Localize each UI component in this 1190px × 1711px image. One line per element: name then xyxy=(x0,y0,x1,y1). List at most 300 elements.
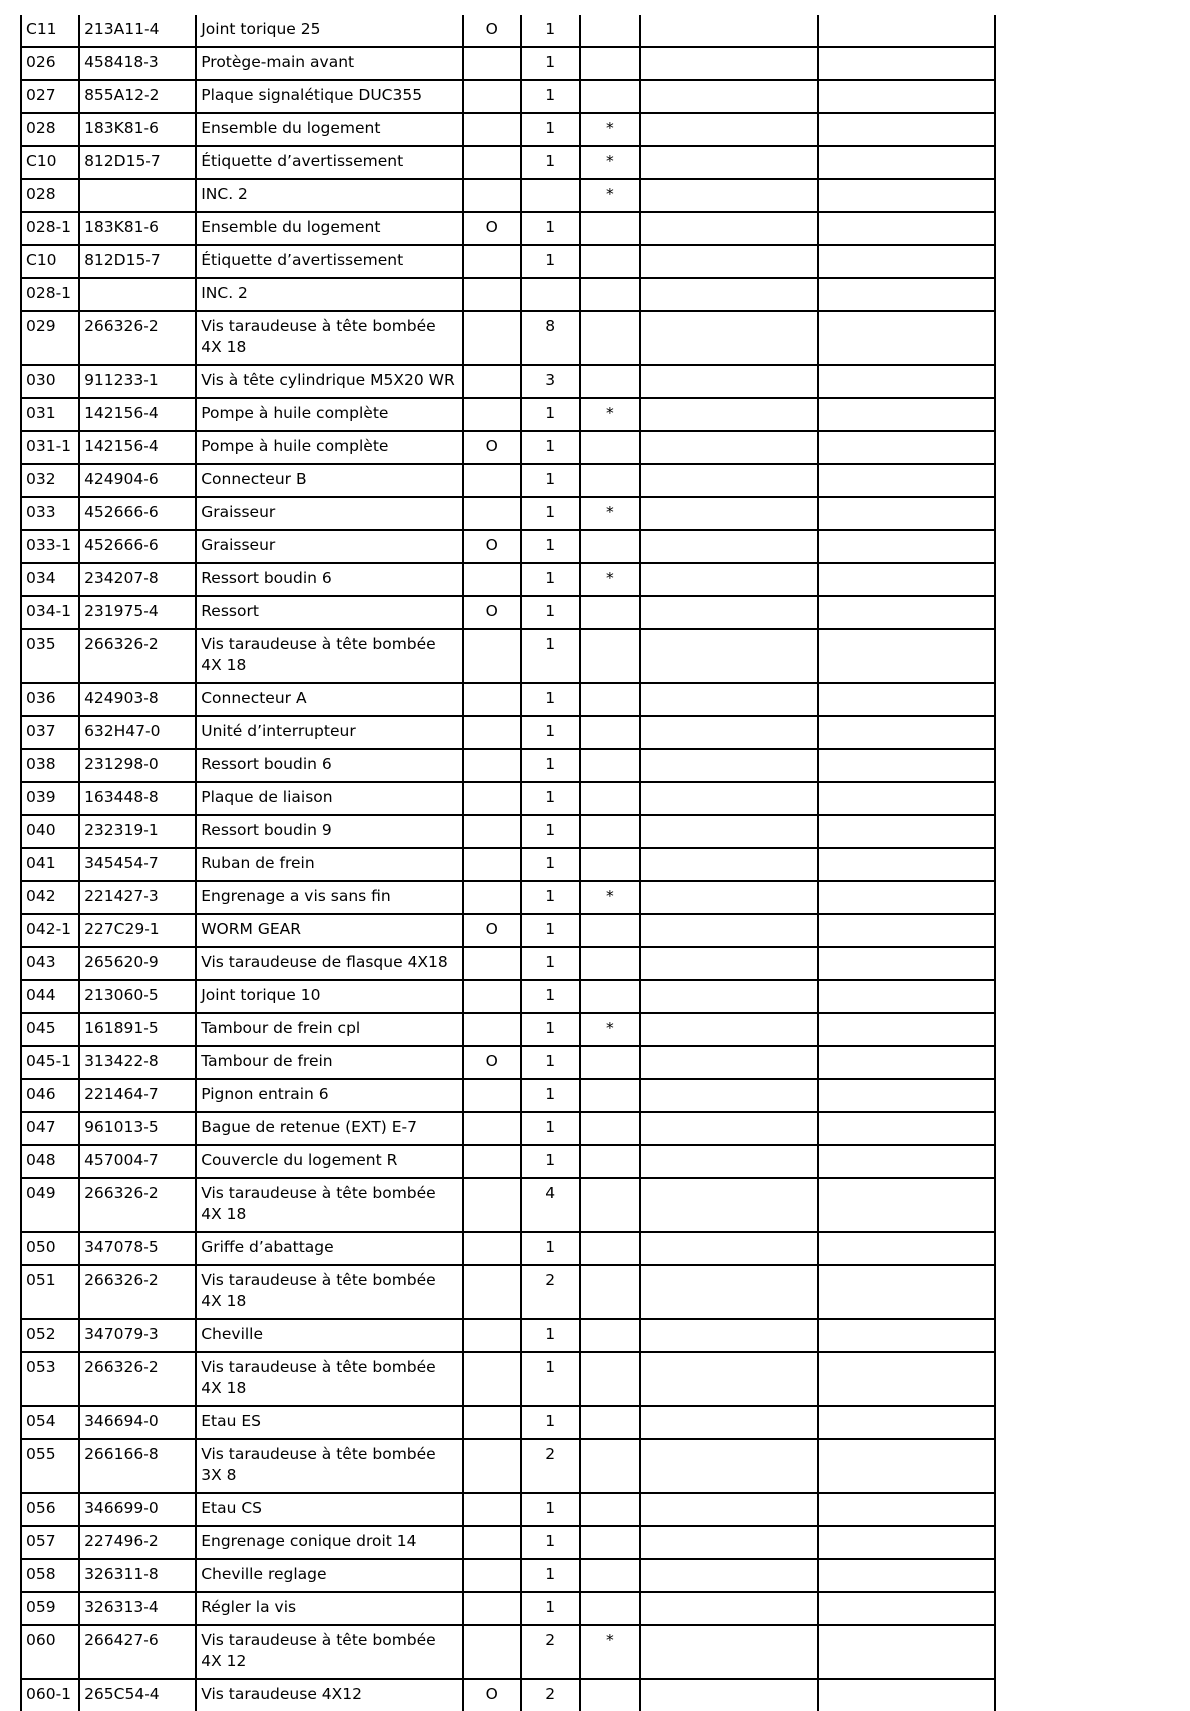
part-number-cell: 142156-4 xyxy=(79,431,196,464)
quantity-cell: 1 xyxy=(521,947,580,980)
extra-cell-2 xyxy=(818,683,995,716)
description-cell: Vis taraudeuse à tête bombée 4X 18 xyxy=(196,311,463,365)
note-marker-cell xyxy=(580,530,640,563)
extra-cell-2 xyxy=(818,146,995,179)
description-cell: Ruban de frein xyxy=(196,848,463,881)
item-number-cell: 050 xyxy=(21,1232,79,1265)
extra-cell-2 xyxy=(818,629,995,683)
table-row xyxy=(21,947,995,980)
quantity-cell: 1 xyxy=(521,245,580,278)
option-flag-cell xyxy=(463,749,521,782)
part-number-cell: 345454-7 xyxy=(79,848,196,881)
quantity-cell: 1 xyxy=(521,497,580,530)
item-number-cell: 028 xyxy=(21,179,79,212)
item-number-cell: 034 xyxy=(21,563,79,596)
item-number-cell: 042-1 xyxy=(21,914,79,947)
description-cell: Vis taraudeuse à tête bombée 4X 18 xyxy=(196,629,463,683)
quantity-cell: 8 xyxy=(521,311,580,365)
quantity-cell: 1 xyxy=(521,1145,580,1178)
note-marker-cell xyxy=(580,1592,640,1625)
item-number-cell: 048 xyxy=(21,1145,79,1178)
extra-cell-1 xyxy=(640,716,817,749)
item-number-cell: 045-1 xyxy=(21,1046,79,1079)
extra-cell-1 xyxy=(640,1625,817,1679)
part-number-cell: 221427-3 xyxy=(79,881,196,914)
part-number-cell: 266326-2 xyxy=(79,1178,196,1232)
quantity-cell: 4 xyxy=(521,1178,580,1232)
part-number-cell: 347078-5 xyxy=(79,1232,196,1265)
table-row xyxy=(21,365,995,398)
part-number-cell: 161891-5 xyxy=(79,1013,196,1046)
note-marker-cell xyxy=(580,749,640,782)
item-number-cell: 028 xyxy=(21,113,79,146)
quantity-cell: 1 xyxy=(521,1319,580,1352)
option-flag-cell: O xyxy=(463,530,521,563)
extra-cell-1 xyxy=(640,1406,817,1439)
table-row xyxy=(21,1265,995,1319)
quantity-cell: 1 xyxy=(521,749,580,782)
table-row xyxy=(21,1679,995,1711)
item-number-cell: 037 xyxy=(21,716,79,749)
quantity-cell: 1 xyxy=(521,1352,580,1406)
description-cell: Pompe à huile complète xyxy=(196,431,463,464)
option-flag-cell xyxy=(463,1319,521,1352)
option-flag-cell xyxy=(463,815,521,848)
note-marker-cell xyxy=(580,914,640,947)
description-cell: Connecteur A xyxy=(196,683,463,716)
table-row xyxy=(21,563,995,596)
table-row xyxy=(21,497,995,530)
option-flag-cell xyxy=(463,245,521,278)
extra-cell-2 xyxy=(818,848,995,881)
extra-cell-1 xyxy=(640,146,817,179)
note-marker-cell xyxy=(580,815,640,848)
note-marker-cell xyxy=(580,47,640,80)
table-row xyxy=(21,146,995,179)
note-marker-cell: * xyxy=(580,179,640,212)
option-flag-cell xyxy=(463,398,521,431)
note-marker-cell: * xyxy=(580,1625,640,1679)
option-flag-cell xyxy=(463,113,521,146)
option-flag-cell: O xyxy=(463,596,521,629)
part-number-cell: 266166-8 xyxy=(79,1439,196,1493)
extra-cell-2 xyxy=(818,1013,995,1046)
note-marker-cell xyxy=(580,278,640,311)
extra-cell-2 xyxy=(818,245,995,278)
option-flag-cell xyxy=(463,1079,521,1112)
item-number-cell: 040 xyxy=(21,815,79,848)
quantity-cell: 1 xyxy=(521,881,580,914)
note-marker-cell xyxy=(580,1178,640,1232)
note-marker-cell xyxy=(580,1439,640,1493)
description-cell: Cheville reglage xyxy=(196,1559,463,1592)
item-number-cell: 060 xyxy=(21,1625,79,1679)
extra-cell-1 xyxy=(640,1178,817,1232)
part-number-cell: 266326-2 xyxy=(79,1265,196,1319)
extra-cell-2 xyxy=(818,179,995,212)
table-row xyxy=(21,245,995,278)
extra-cell-1 xyxy=(640,1679,817,1711)
item-number-cell: 042 xyxy=(21,881,79,914)
option-flag-cell xyxy=(463,1625,521,1679)
description-cell: Bague de retenue (EXT) E-7 xyxy=(196,1112,463,1145)
description-cell: Plaque signalétique DUC355 xyxy=(196,80,463,113)
extra-cell-1 xyxy=(640,1145,817,1178)
quantity-cell: 1 xyxy=(521,530,580,563)
description-cell: Vis taraudeuse à tête bombée 4X 12 xyxy=(196,1625,463,1679)
part-number-cell: 265C54-4 xyxy=(79,1679,196,1711)
item-number-cell: C10 xyxy=(21,245,79,278)
part-number-cell: 231975-4 xyxy=(79,596,196,629)
part-number-cell: 221464-7 xyxy=(79,1079,196,1112)
note-marker-cell xyxy=(580,716,640,749)
option-flag-cell: O xyxy=(463,431,521,464)
table-row xyxy=(21,80,995,113)
table-row xyxy=(21,848,995,881)
description-cell: INC. 2 xyxy=(196,278,463,311)
extra-cell-1 xyxy=(640,1592,817,1625)
option-flag-cell xyxy=(463,848,521,881)
quantity-cell: 1 xyxy=(521,683,580,716)
option-flag-cell xyxy=(463,146,521,179)
extra-cell-1 xyxy=(640,1439,817,1493)
note-marker-cell xyxy=(580,1079,640,1112)
option-flag-cell xyxy=(463,1013,521,1046)
description-cell: Vis à tête cylindrique M5X20 WR xyxy=(196,365,463,398)
extra-cell-1 xyxy=(640,1112,817,1145)
quantity-cell: 1 xyxy=(521,596,580,629)
table-row xyxy=(21,1559,995,1592)
extra-cell-2 xyxy=(818,749,995,782)
part-number-cell: 457004-7 xyxy=(79,1145,196,1178)
description-cell: Ressort boudin 6 xyxy=(196,749,463,782)
extra-cell-2 xyxy=(818,15,995,47)
quantity-cell: 1 xyxy=(521,1046,580,1079)
table-row xyxy=(21,47,995,80)
quantity-cell: 1 xyxy=(521,1406,580,1439)
quantity-cell: 1 xyxy=(521,782,580,815)
note-marker-cell xyxy=(580,1493,640,1526)
quantity-cell: 1 xyxy=(521,563,580,596)
item-number-cell: 055 xyxy=(21,1439,79,1493)
item-number-cell: 045 xyxy=(21,1013,79,1046)
item-number-cell: 043 xyxy=(21,947,79,980)
extra-cell-1 xyxy=(640,980,817,1013)
part-number-cell: 458418-3 xyxy=(79,47,196,80)
quantity-cell xyxy=(521,278,580,311)
extra-cell-2 xyxy=(818,431,995,464)
item-number-cell: 059 xyxy=(21,1592,79,1625)
description-cell: Pompe à huile complète xyxy=(196,398,463,431)
extra-cell-2 xyxy=(818,365,995,398)
extra-cell-1 xyxy=(640,596,817,629)
item-number-cell: 028-1 xyxy=(21,278,79,311)
table-row xyxy=(21,1046,995,1079)
extra-cell-2 xyxy=(818,398,995,431)
extra-cell-1 xyxy=(640,1352,817,1406)
description-cell: Griffe d’abattage xyxy=(196,1232,463,1265)
table-row xyxy=(21,1145,995,1178)
extra-cell-2 xyxy=(818,596,995,629)
table-row xyxy=(21,1526,995,1559)
option-flag-cell xyxy=(463,311,521,365)
note-marker-cell xyxy=(580,782,640,815)
extra-cell-2 xyxy=(818,464,995,497)
note-marker-cell xyxy=(580,1112,640,1145)
quantity-cell: 1 xyxy=(521,848,580,881)
item-number-cell: 034-1 xyxy=(21,596,79,629)
extra-cell-1 xyxy=(640,1559,817,1592)
note-marker-cell xyxy=(580,245,640,278)
option-flag-cell xyxy=(463,1145,521,1178)
item-number-cell: 044 xyxy=(21,980,79,1013)
note-marker-cell xyxy=(580,629,640,683)
item-number-cell: 038 xyxy=(21,749,79,782)
option-flag-cell xyxy=(463,179,521,212)
note-marker-cell xyxy=(580,365,640,398)
quantity-cell: 1 xyxy=(521,431,580,464)
description-cell: Vis taraudeuse 4X12 xyxy=(196,1679,463,1711)
description-cell: Engrenage a vis sans fin xyxy=(196,881,463,914)
table-row xyxy=(21,1232,995,1265)
option-flag-cell xyxy=(463,947,521,980)
option-flag-cell xyxy=(463,1352,521,1406)
extra-cell-1 xyxy=(640,563,817,596)
extra-cell-2 xyxy=(818,1319,995,1352)
extra-cell-1 xyxy=(640,1232,817,1265)
quantity-cell: 2 xyxy=(521,1439,580,1493)
description-cell: Protège-main avant xyxy=(196,47,463,80)
part-number-cell: 183K81-6 xyxy=(79,212,196,245)
option-flag-cell xyxy=(463,1559,521,1592)
extra-cell-1 xyxy=(640,1079,817,1112)
note-marker-cell xyxy=(580,683,640,716)
description-cell: Etau CS xyxy=(196,1493,463,1526)
quantity-cell: 1 xyxy=(521,1592,580,1625)
parts-list-table xyxy=(20,15,996,1711)
extra-cell-1 xyxy=(640,914,817,947)
parts-list-body xyxy=(21,15,995,1711)
description-cell: Tambour de frein cpl xyxy=(196,1013,463,1046)
note-marker-cell xyxy=(580,431,640,464)
table-row xyxy=(21,1625,995,1679)
item-number-cell: 046 xyxy=(21,1079,79,1112)
description-cell: Etau ES xyxy=(196,1406,463,1439)
extra-cell-1 xyxy=(640,245,817,278)
table-row xyxy=(21,464,995,497)
table-row xyxy=(21,815,995,848)
description-cell: Ensemble du logement xyxy=(196,113,463,146)
table-row xyxy=(21,311,995,365)
table-row xyxy=(21,1406,995,1439)
description-cell: Plaque de liaison xyxy=(196,782,463,815)
option-flag-cell xyxy=(463,365,521,398)
option-flag-cell xyxy=(463,278,521,311)
option-flag-cell xyxy=(463,1406,521,1439)
part-number-cell: 227C29-1 xyxy=(79,914,196,947)
part-number-cell: 234207-8 xyxy=(79,563,196,596)
extra-cell-2 xyxy=(818,1559,995,1592)
extra-cell-2 xyxy=(818,1145,995,1178)
extra-cell-2 xyxy=(818,113,995,146)
extra-cell-1 xyxy=(640,815,817,848)
extra-cell-2 xyxy=(818,311,995,365)
description-cell: Ressort boudin 6 xyxy=(196,563,463,596)
part-number-cell: 346694-0 xyxy=(79,1406,196,1439)
quantity-cell: 1 xyxy=(521,1013,580,1046)
note-marker-cell xyxy=(580,980,640,1013)
part-number-cell: 911233-1 xyxy=(79,365,196,398)
option-flag-cell xyxy=(463,1526,521,1559)
quantity-cell: 1 xyxy=(521,113,580,146)
extra-cell-2 xyxy=(818,1679,995,1711)
item-number-cell: 031 xyxy=(21,398,79,431)
note-marker-cell xyxy=(580,1526,640,1559)
table-row xyxy=(21,1178,995,1232)
quantity-cell: 1 xyxy=(521,398,580,431)
note-marker-cell xyxy=(580,848,640,881)
extra-cell-1 xyxy=(640,15,817,47)
part-number-cell: 812D15-7 xyxy=(79,146,196,179)
extra-cell-1 xyxy=(640,530,817,563)
note-marker-cell xyxy=(580,80,640,113)
item-number-cell: 047 xyxy=(21,1112,79,1145)
extra-cell-2 xyxy=(818,716,995,749)
description-cell: Ressort boudin 9 xyxy=(196,815,463,848)
table-row xyxy=(21,179,995,212)
part-number-cell: 347079-3 xyxy=(79,1319,196,1352)
part-number-cell xyxy=(79,278,196,311)
extra-cell-1 xyxy=(640,683,817,716)
table-row xyxy=(21,980,995,1013)
extra-cell-2 xyxy=(818,815,995,848)
note-marker-cell xyxy=(580,1679,640,1711)
note-marker-cell: * xyxy=(580,881,640,914)
quantity-cell: 2 xyxy=(521,1679,580,1711)
part-number-cell: 326311-8 xyxy=(79,1559,196,1592)
note-marker-cell xyxy=(580,1232,640,1265)
quantity-cell: 1 xyxy=(521,212,580,245)
table-row xyxy=(21,782,995,815)
quantity-cell: 1 xyxy=(521,1079,580,1112)
extra-cell-1 xyxy=(640,311,817,365)
option-flag-cell xyxy=(463,881,521,914)
item-number-cell: 036 xyxy=(21,683,79,716)
table-row xyxy=(21,530,995,563)
part-number-cell: 266326-2 xyxy=(79,1352,196,1406)
extra-cell-2 xyxy=(818,1352,995,1406)
item-number-cell: 031-1 xyxy=(21,431,79,464)
note-marker-cell: * xyxy=(580,113,640,146)
option-flag-cell xyxy=(463,1592,521,1625)
extra-cell-2 xyxy=(818,212,995,245)
description-cell: Engrenage conique droit 14 xyxy=(196,1526,463,1559)
extra-cell-1 xyxy=(640,113,817,146)
part-number-cell: 326313-4 xyxy=(79,1592,196,1625)
description-cell: Tambour de frein xyxy=(196,1046,463,1079)
part-number-cell: 231298-0 xyxy=(79,749,196,782)
extra-cell-2 xyxy=(818,881,995,914)
part-number-cell: 183K81-6 xyxy=(79,113,196,146)
part-number-cell: 313422-8 xyxy=(79,1046,196,1079)
extra-cell-1 xyxy=(640,80,817,113)
item-number-cell: 033-1 xyxy=(21,530,79,563)
table-row xyxy=(21,398,995,431)
quantity-cell: 1 xyxy=(521,815,580,848)
extra-cell-1 xyxy=(640,1526,817,1559)
extra-cell-1 xyxy=(640,782,817,815)
note-marker-cell xyxy=(580,1046,640,1079)
part-number-cell: 265620-9 xyxy=(79,947,196,980)
item-number-cell: 035 xyxy=(21,629,79,683)
extra-cell-1 xyxy=(640,497,817,530)
description-cell: Cheville xyxy=(196,1319,463,1352)
description-cell: Joint torique 25 xyxy=(196,15,463,47)
option-flag-cell xyxy=(463,1265,521,1319)
note-marker-cell xyxy=(580,1145,640,1178)
option-flag-cell: O xyxy=(463,1679,521,1711)
part-number-cell: 424904-6 xyxy=(79,464,196,497)
table-row xyxy=(21,749,995,782)
option-flag-cell xyxy=(463,563,521,596)
table-row xyxy=(21,1493,995,1526)
part-number-cell: 266326-2 xyxy=(79,629,196,683)
option-flag-cell xyxy=(463,1112,521,1145)
extra-cell-1 xyxy=(640,848,817,881)
extra-cell-2 xyxy=(818,1079,995,1112)
extra-cell-1 xyxy=(640,464,817,497)
note-marker-cell xyxy=(580,212,640,245)
note-marker-cell xyxy=(580,1265,640,1319)
item-number-cell: 033 xyxy=(21,497,79,530)
extra-cell-2 xyxy=(818,47,995,80)
option-flag-cell: O xyxy=(463,15,521,47)
description-cell: Connecteur B xyxy=(196,464,463,497)
extra-cell-2 xyxy=(818,782,995,815)
description-cell: Ressort xyxy=(196,596,463,629)
quantity-cell: 1 xyxy=(521,980,580,1013)
note-marker-cell: * xyxy=(580,1013,640,1046)
table-row xyxy=(21,113,995,146)
part-number-cell: 855A12-2 xyxy=(79,80,196,113)
extra-cell-2 xyxy=(818,1265,995,1319)
quantity-cell: 1 xyxy=(521,464,580,497)
table-row xyxy=(21,683,995,716)
description-cell: Vis taraudeuse à tête bombée 4X 18 xyxy=(196,1178,463,1232)
extra-cell-1 xyxy=(640,431,817,464)
part-number-cell: 452666-6 xyxy=(79,497,196,530)
extra-cell-2 xyxy=(818,1406,995,1439)
quantity-cell: 2 xyxy=(521,1265,580,1319)
extra-cell-1 xyxy=(640,47,817,80)
extra-cell-2 xyxy=(818,1592,995,1625)
part-number-cell xyxy=(79,179,196,212)
part-number-cell: 232319-1 xyxy=(79,815,196,848)
extra-cell-1 xyxy=(640,278,817,311)
extra-cell-2 xyxy=(818,1112,995,1145)
part-number-cell: 266427-6 xyxy=(79,1625,196,1679)
extra-cell-1 xyxy=(640,1046,817,1079)
option-flag-cell xyxy=(463,1178,521,1232)
extra-cell-1 xyxy=(640,1265,817,1319)
note-marker-cell xyxy=(580,596,640,629)
item-number-cell: C10 xyxy=(21,146,79,179)
option-flag-cell xyxy=(463,629,521,683)
description-cell: Joint torique 10 xyxy=(196,980,463,1013)
item-number-cell: 032 xyxy=(21,464,79,497)
extra-cell-1 xyxy=(640,212,817,245)
description-cell: Unité d’interrupteur xyxy=(196,716,463,749)
